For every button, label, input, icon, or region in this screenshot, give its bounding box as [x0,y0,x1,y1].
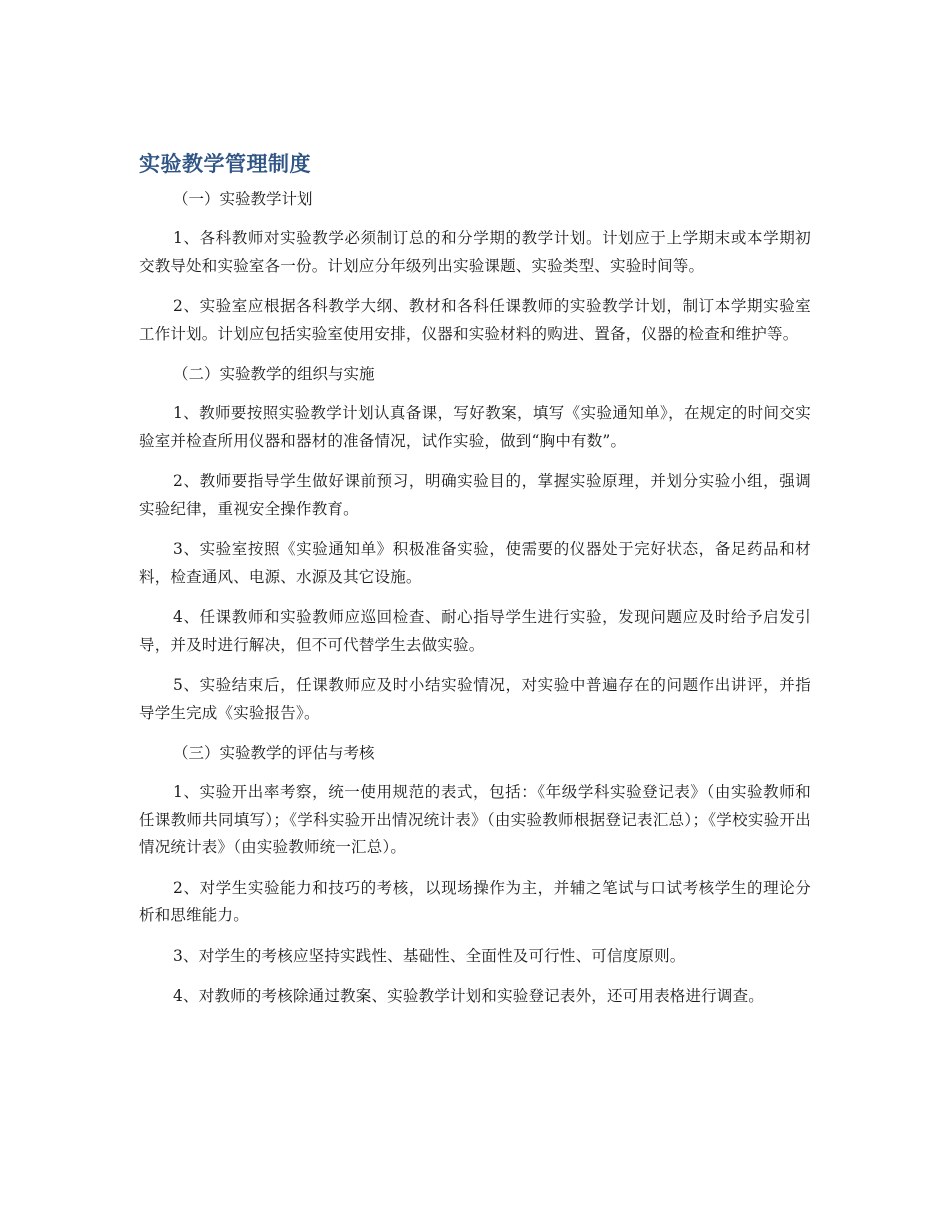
paragraph: 5、实验结束后，任课教师应及时小结实验情况，对实验中普遍存在的问题作出讲评，并指导学生完成《实验报告》。 [139,676,811,722]
paragraph: 4、对教师的考核除通过教案、实验教学计划和实验登记表外，还可用表格进行调查。 [173,987,764,1005]
section-plan [139,186,811,348]
section-heading: （三）实验教学的评估与考核 [173,744,375,762]
paragraph: 1、各科教师对实验教学必须制订总的和分学期的教学计划。计划应于上学期末或本学期初交教导处和实验室各一份。计划应分年级列出实验课题、实验类型、实验时间等。 [139,229,811,275]
paragraph: 3、对学生的考核应坚持实践性、基础性、全面性及可行性、可信度原则。 [173,946,686,965]
section-heading: （一）实验教学计划 [173,190,313,208]
section-heading: （二）实验教学的组织与实施 [173,365,375,383]
document-title: 实验教学管理制度 [139,152,311,176]
paragraph: 1、教师要按照实验教学计划认真备课，写好教案，填写《实验通知单》，在规定的时间交实验室并检查所用仪器和器材的准备情况，试作实验，做到“胸中有数”。 [139,404,811,450]
document-page [139,148,811,1024]
paragraph: 3、实验室按照《实验通知单》积极准备实验，使需要的仪器处于完好状态，备足药品和材料，检查通风、电源、水源及其它设施。 [139,540,811,586]
section-organization [139,361,811,727]
paragraph: 2、教师要指导学生做好课前预习，明确实验目的，掌握实验原理，并划分实验小组，强调实验纪律，重视安全操作教育。 [139,472,811,518]
paragraph: 2、实验室应根据各科教学大纲、教材和各科任课教师的实验教学计划，制订本学期实验室工作计划。计划应包括实验室使用安排，仪器和实验材料的购进、置备，仪器的检查和维护等。 [139,297,811,343]
section-assessment [139,740,811,1011]
paragraph: 2、对学生实验能力和技巧的考核，以现场操作为主，并辅之笔试与口试考核学生的理论分析和思维能力。 [139,878,811,924]
paragraph: 1、实验开出率考察，统一使用规范的表式，包括：《年级学科实验登记表》（由实验教师和任课教师共同填写）；《学科实验开出情况统计表》（由实验教师根据登记表汇总）；《学校实验开出情况统计表》（由实验教师统一汇总）。 [139,783,811,856]
paragraph: 4、任课教师和实验教师应巡回检查、耐心指导学生进行实验，发现问题应及时给予启发引导，并及时进行解决，但不可代替学生去做实验。 [139,608,811,654]
